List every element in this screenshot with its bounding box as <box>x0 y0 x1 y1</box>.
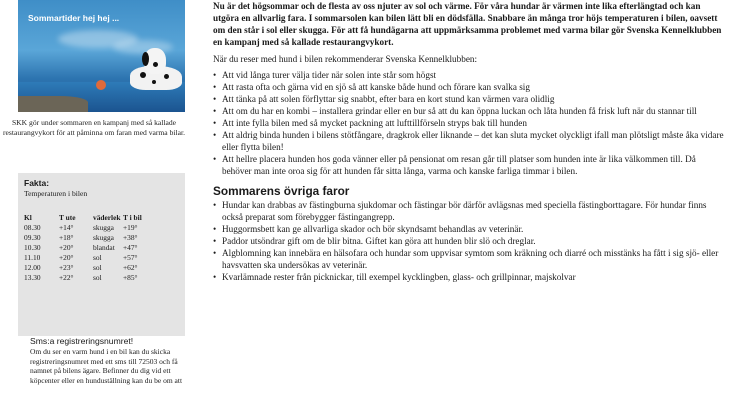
table-header-row <box>24 213 153 223</box>
list-item: • Att rasta ofta och gärna vid en sjö så att kanske både hund och förare kan svalka sig <box>213 81 725 93</box>
column-header: väderlek <box>93 213 121 222</box>
table-cell: +14° <box>59 223 74 232</box>
dog-spot <box>164 74 169 79</box>
list-item: • Huggormsbett kan ge allvarliga skador och bör skyndsamt behandlas av veterinär. <box>213 223 725 235</box>
table-cell: 11.10 <box>24 252 41 262</box>
dog-ear <box>142 52 149 66</box>
table-row <box>24 233 153 243</box>
table-cell: 08.30 <box>24 223 41 232</box>
dog-spot <box>152 80 156 84</box>
table-cell: +18° <box>59 232 74 242</box>
list-item: • Att vid långa turer välja tider när solen inte står som högst <box>213 69 725 81</box>
lead-paragraph: När du reser med hund i bilen rekommenderar Svenska Kennelklubben: <box>213 54 478 64</box>
fact-box <box>18 173 185 336</box>
intro-paragraph: Nu är det högsommar och de flesta av oss njuter av sol och värme. För våra hundar är värmen inte lika efterlängtad och kan utgöra en allvarlig fara. I sommarsolen kan bilen lätt bli en dödsfälla. Snabbare än många tror höjs temperaturen i bilen, oavsett om den står i sol eller skugga. För att få hundägarna att uppmärksamma problemet med varma bilar gör Svenska Kennelklubben en kampanj med så kallade restaurangvykort. <box>213 1 722 47</box>
list-item: • Att aldrig binda hunden i bilens stötfångare, dragkrok eller liknande – det kan sluta mycket olyckligt ifall man plötsligt måste åka vidare eller flytta bilen! <box>213 129 725 153</box>
table-cell: +20° <box>59 242 74 252</box>
table-cell: 13.30 <box>24 272 41 282</box>
list-item: • Hundar kan drabbas av fästingburna sjukdomar och fästingar bör därför avlägsnas med speciella fästingborttagare. För hundar finns också preparat som förebygger fästingangrepp. <box>213 199 725 223</box>
table-cell: +19° <box>123 223 138 232</box>
table-cell: +22° <box>59 272 74 282</box>
list-item: • Paddor utsöndrar gift om de blir bitna. Giftet kan göra att hunden blir slö och dreglar. <box>213 235 725 247</box>
list-item: • Att tänka på att solen förflyttar sig snabbt, efter bara en kort stund kan värmen vara olidlig <box>213 93 725 105</box>
swimmer <box>96 80 106 90</box>
table-cell: sol <box>93 272 102 282</box>
sms-body: Om du ser en varm hund i en bil kan du skicka registreringsnumret med ett sms till 72503 och få namnet på bilens ägare. Befinner du dig vid ett köpcenter eller en hunduställning kan du be om att <box>30 347 183 385</box>
table-cell: 12.00 <box>24 262 41 272</box>
recommendation-list <box>213 69 725 177</box>
article-body <box>213 0 725 283</box>
list-item: • Att inte fylla bilen med så mycket packning att lufttillförseln stryps bak till hunden <box>213 117 725 129</box>
table-cell: 10.30 <box>24 242 41 252</box>
dog-spot <box>153 62 158 67</box>
table-cell: +62° <box>123 262 138 272</box>
fact-subtitle: Temperaturen i bilen <box>24 189 88 198</box>
sms-title: Sms:a registreringsnumret! <box>30 336 134 346</box>
dangers-list <box>213 199 725 283</box>
sms-box <box>30 336 186 385</box>
temperature-table <box>24 213 153 282</box>
table-cell: +47° <box>123 242 138 252</box>
table-cell: blandat <box>93 242 115 252</box>
photo-title: Sommartider hej hej ... <box>28 13 120 23</box>
table-row <box>24 263 153 273</box>
table-cell: +57° <box>123 252 138 262</box>
sidebar <box>0 0 188 419</box>
dog-spot <box>140 72 146 78</box>
table-row <box>24 243 153 253</box>
campaign-photo <box>18 0 185 112</box>
column-header: Kl <box>24 213 32 222</box>
photo-caption: SKK gör under sommaren en kampanj med så kallade restaurangvykort för att påminna om faran med varma bilar. <box>3 118 185 137</box>
column-header: T ute <box>59 213 76 222</box>
section-heading: Sommarens övriga faror <box>213 184 350 198</box>
table-row <box>24 273 153 283</box>
table-cell: skugga <box>93 223 114 232</box>
table-cell: sol <box>93 252 102 262</box>
list-item: • Algblomning kan innebära en hälsofara och hundar som uppvisar symtom som kräkning och diarré och misstänks ha fått i sig sjö- eller havsvatten ska undersökas av veterinär. <box>213 247 725 271</box>
rock <box>18 96 88 112</box>
table-cell: +23° <box>59 262 74 272</box>
table-cell: skugga <box>93 232 114 242</box>
column-header: T i bil <box>123 213 142 222</box>
table-cell: +38° <box>123 232 138 242</box>
fact-title: Fakta: <box>24 178 50 188</box>
table-row <box>24 223 153 233</box>
table-row <box>24 253 153 263</box>
table-cell: +20° <box>59 252 74 262</box>
table-cell: +85° <box>123 272 138 282</box>
table-cell: 09.30 <box>24 232 41 242</box>
list-item: • Att hellre placera hunden hos goda vänner eller på pensionat om resan går till platser som hunden inte är lika välkommen till. Då behöver man inte oroa sig för att hunden får sitta långa, varma och kanske farliga timmar i bilen. <box>213 153 725 177</box>
list-item: • Kvarlämnade rester från picknickar, till exempel kycklingben, glass- och grillpinnar, majskolvar <box>213 271 725 283</box>
list-item: • Att om du har en kombi – installera grindar eller en bur så att du kan öppna luckan och låta hunden få frisk luft när du stannar till <box>213 105 725 117</box>
table-cell: sol <box>93 262 102 272</box>
